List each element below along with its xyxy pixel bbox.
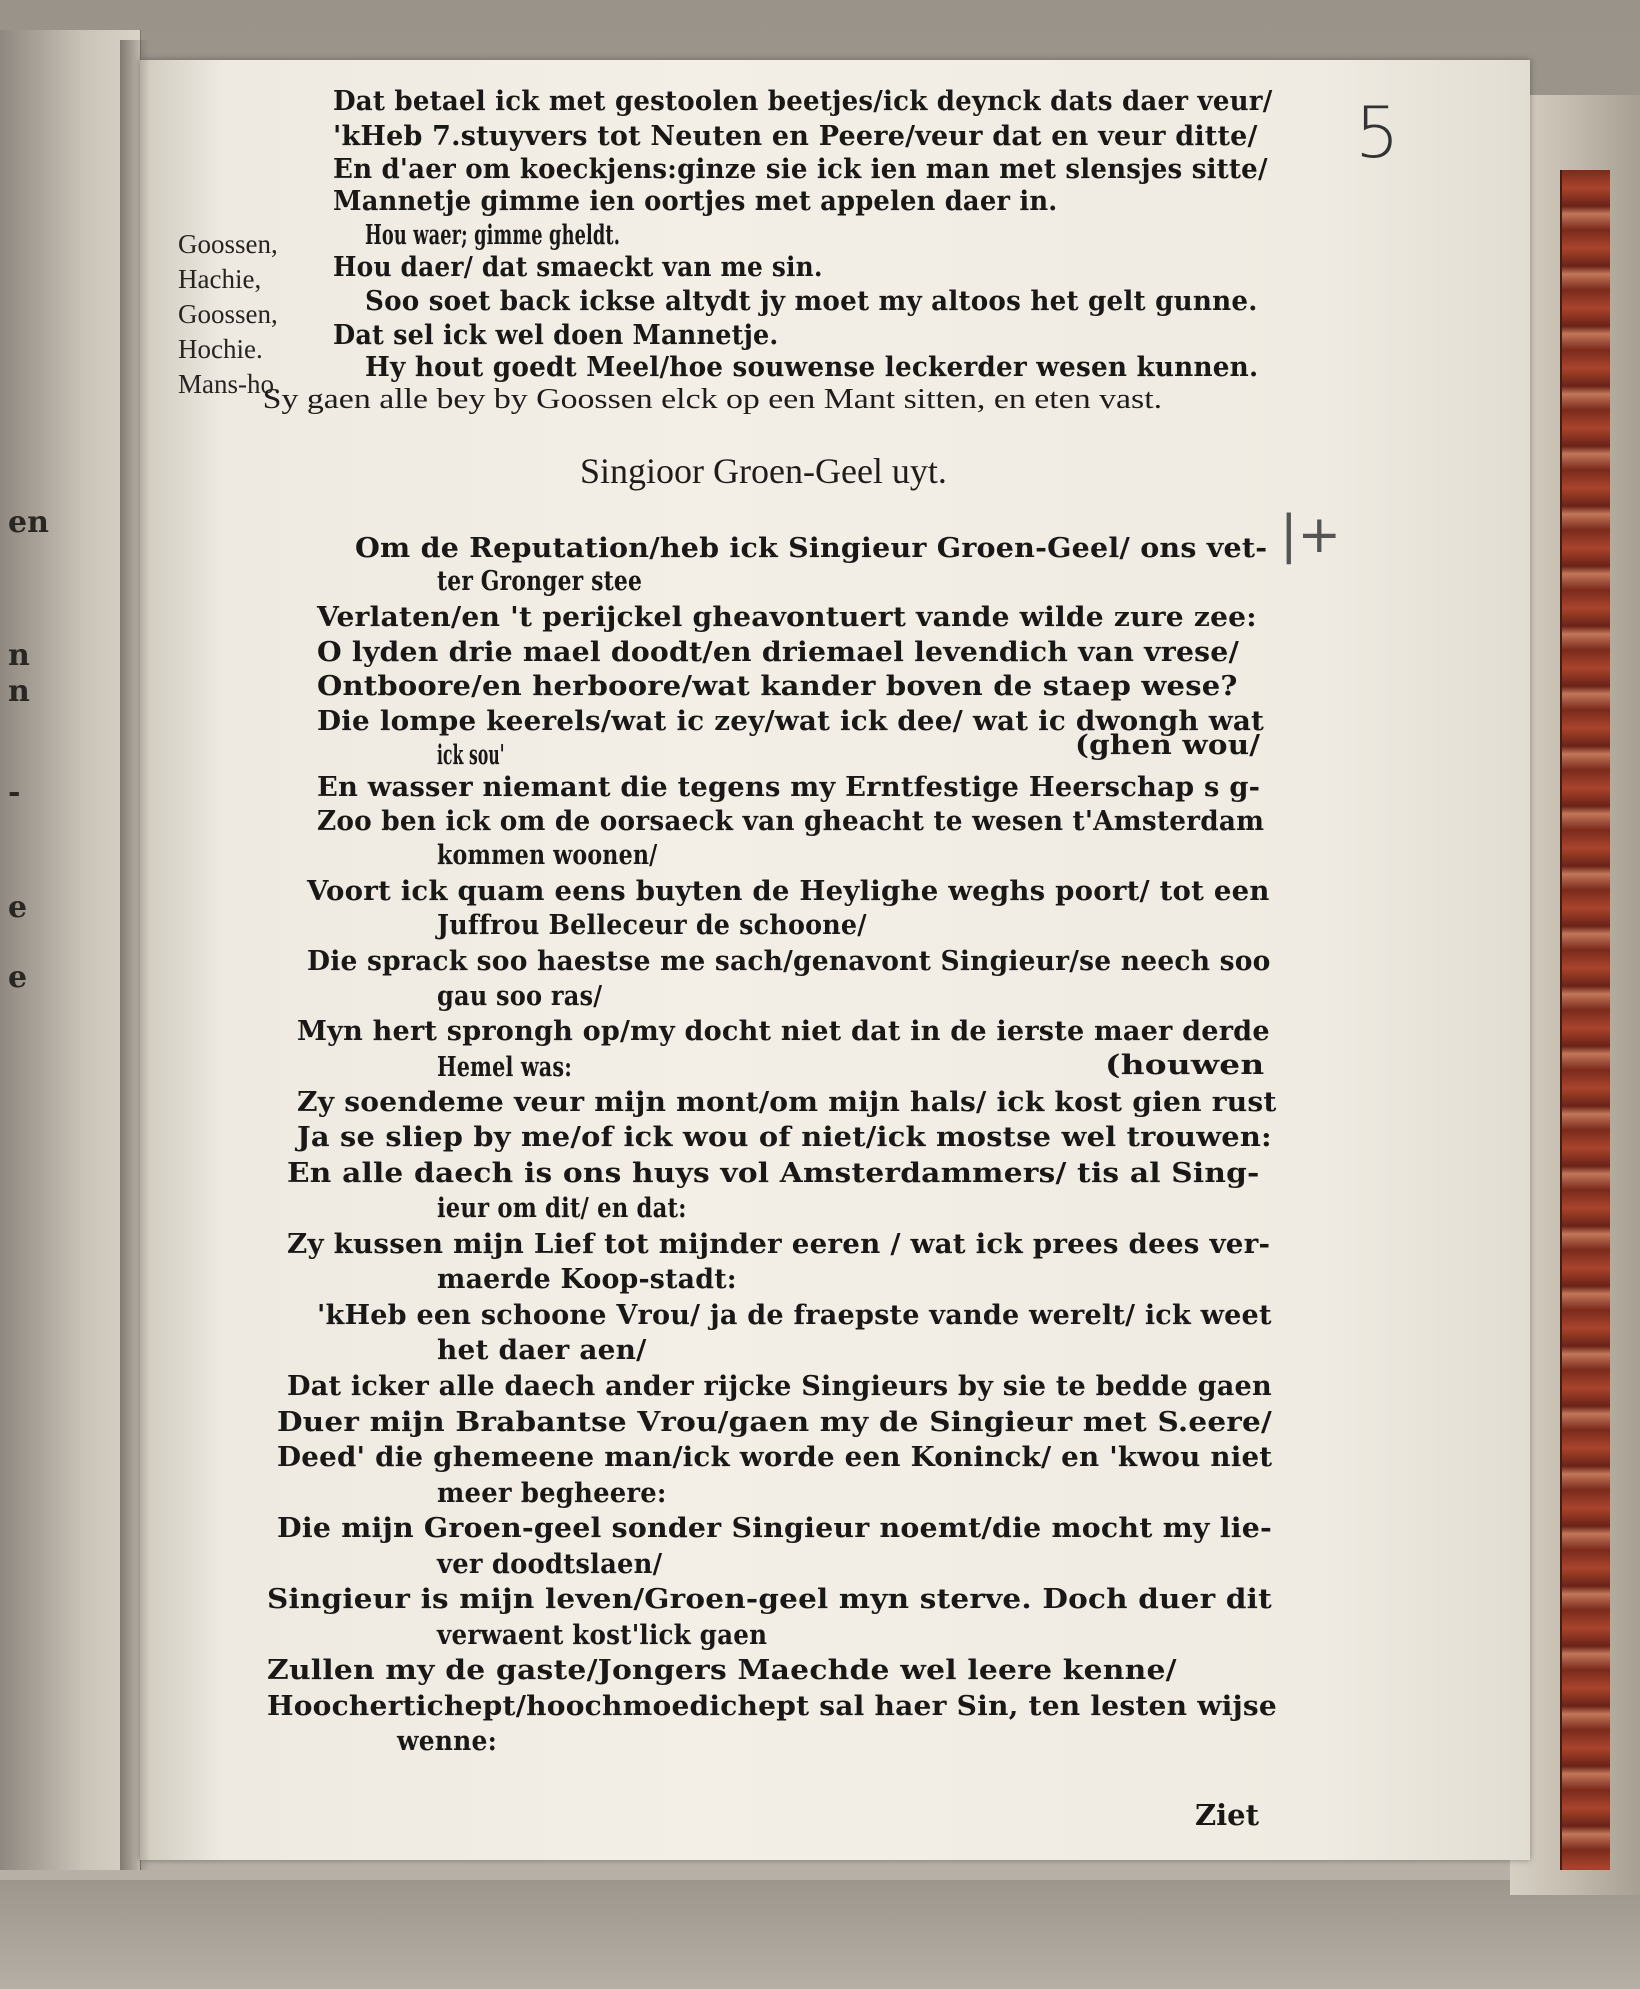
dialogue-line: Hou waer; gimme gheldt. bbox=[365, 220, 621, 251]
verse-line: Juffrou Belleceur de schoone/ bbox=[437, 910, 867, 941]
verse-line: Die sprack soo haestse me sach/genavont Singieur/se neech soo bbox=[307, 946, 1271, 977]
dialogue-line: 'kHeb 7.stuyvers tot Neuten en Peere/veur dat en veur ditte/ bbox=[333, 121, 1258, 152]
verse-line: kommen woonen/ bbox=[437, 840, 658, 871]
verse-line: En wasser niemant die tegens my Erntfestige Heerschap s g- bbox=[317, 772, 1261, 803]
verse-line: ter Gronger stee bbox=[437, 566, 643, 597]
folio-number: 5 bbox=[1355, 92, 1400, 174]
left-page-fragment: en bbox=[8, 505, 49, 540]
dialogue-line: Hy hout goedt Meel/hoe souwense leckerder wesen kunnen. bbox=[365, 352, 1259, 383]
verse-line: Voort ick quam eens buyten de Heylighe weghs poort/ tot een bbox=[307, 876, 1270, 907]
verse-line: verwaent kost'lick gaen bbox=[437, 1620, 768, 1651]
verse-line: Deed' die ghemeene man/ick worde een Koninck/ en 'kwou niet bbox=[277, 1442, 1273, 1473]
verse-line: Zy kussen mijn Lief tot mijnder eeren / wat ick prees dees ver- bbox=[287, 1229, 1271, 1260]
dialogue-line: Dat betael ick met gestoolen beetjes/ick deynck dats daer veur/ bbox=[333, 86, 1273, 117]
verse-line: (ghen wou/ bbox=[1075, 730, 1261, 761]
dialogue-line: Soo soet back ickse altydt jy moet my altoos het gelt gunne. bbox=[365, 286, 1258, 317]
verse-line: maerde Koop-stadt: bbox=[437, 1264, 737, 1295]
verse-line: Singieur is mijn leven/Groen-geel myn sterve. Doch duer dit bbox=[267, 1584, 1272, 1615]
speaker-names bbox=[178, 227, 338, 402]
speaker-name: Hachie, bbox=[178, 264, 262, 294]
verse-line: Ja se sliep by me/of ick wou of niet/ick mostse wel trouwen: bbox=[297, 1122, 1272, 1153]
verse-line: Om de Reputation/heb ick Singieur Groen-Geel/ ons vet- bbox=[355, 533, 1268, 564]
marbled-cover-edge bbox=[1560, 170, 1610, 1870]
verse-line: ick sou' bbox=[437, 740, 505, 771]
left-page-fragment: n bbox=[8, 674, 30, 709]
left-page-fragment: e bbox=[8, 960, 28, 995]
speaker-name: Mans-ho. bbox=[178, 369, 281, 399]
speaker-name: Hochie. bbox=[178, 334, 263, 364]
speaker-name: Goossen, bbox=[178, 299, 278, 329]
verse-line: het daer aen/ bbox=[437, 1335, 647, 1366]
verse-line: Duer mijn Brabantse Vrou/gaen my de Singieur met S.eere/ bbox=[277, 1407, 1272, 1438]
verse-line: gau soo ras/ bbox=[437, 981, 603, 1012]
speaker-name: Goossen, bbox=[178, 229, 278, 259]
margin-mark: |+ bbox=[1280, 505, 1342, 565]
left-page-fragment: - bbox=[8, 775, 21, 810]
section-heading: Singioor Groen-Geel uyt. bbox=[580, 451, 947, 491]
verse-line: ieur om dit/ en dat: bbox=[437, 1193, 687, 1224]
verse-line: Ontboore/en herboore/wat kander boven de staep wese? bbox=[317, 671, 1238, 702]
catchword: Ziet bbox=[1195, 1798, 1260, 1832]
verse-line: meer begheere: bbox=[437, 1478, 667, 1509]
verse-line: Die lompe keerels/wat ic zey/wat ick dee/ wat ic dwongh wat bbox=[317, 706, 1265, 737]
table-cloth bbox=[0, 1880, 1640, 1989]
left-page-fragment: e bbox=[8, 890, 28, 925]
verse-line: wenne: bbox=[397, 1726, 498, 1757]
verse-line: Myn hert sprongh op/my docht niet dat in de ierste maer derde bbox=[297, 1016, 1270, 1047]
verse-line: (houwen bbox=[1105, 1050, 1265, 1081]
dialogue-line: Mannetje gimme ien oortjes met appelen daer in. bbox=[333, 186, 1058, 217]
stage-direction: Sy gaen alle bey by Goossen elck op een Mant sitten, en eten vast. bbox=[262, 383, 1163, 415]
dialogue-line: Hou daer/ dat smaeckt van me sin. bbox=[333, 252, 823, 283]
verse-line: Zy soendeme veur mijn mont/om mijn hals/ ick kost gien rust bbox=[297, 1087, 1277, 1118]
dialogue-line: En d'aer om koeckjens:ginze sie ick ien man met slensjes sitte/ bbox=[333, 154, 1268, 185]
gutter-shadow bbox=[120, 40, 150, 1870]
verse-line: Zullen my de gaste/Jongers Maechde wel leere kenne/ bbox=[267, 1655, 1177, 1686]
verse-line: O lyden drie mael doodt/en driemael levendich van vrese/ bbox=[317, 637, 1240, 668]
verse-line: Dat icker alle daech ander rijcke Singieurs by sie te bedde gaen bbox=[287, 1371, 1272, 1402]
verse-line: Zoo ben ick om de oorsaeck van gheacht te wesen t'Amsterdam bbox=[317, 806, 1265, 837]
verse-line: Verlaten/en 't perijckel gheavontuert vande wilde zure zee: bbox=[317, 602, 1257, 633]
verse-line: Hoochertichept/hoochmoedichept sal haer Sin, ten lesten wijse bbox=[267, 1691, 1277, 1722]
dialogue-line: Dat sel ick wel doen Mannetje. bbox=[333, 320, 779, 351]
verse-line: ver doodtslaen/ bbox=[437, 1549, 663, 1580]
verse-line: Die mijn Groen-geel sonder Singieur noemt/die mocht my lie- bbox=[277, 1513, 1273, 1544]
verse-line: 'kHeb een schoone Vrou/ ja de fraepste vande werelt/ ick weet bbox=[317, 1300, 1272, 1331]
left-page-fragment: n bbox=[8, 638, 30, 673]
verse-line: Hemel was: bbox=[437, 1052, 572, 1083]
verse-line: En alle daech is ons huys vol Amsterdammers/ tis al Sing- bbox=[287, 1158, 1260, 1189]
